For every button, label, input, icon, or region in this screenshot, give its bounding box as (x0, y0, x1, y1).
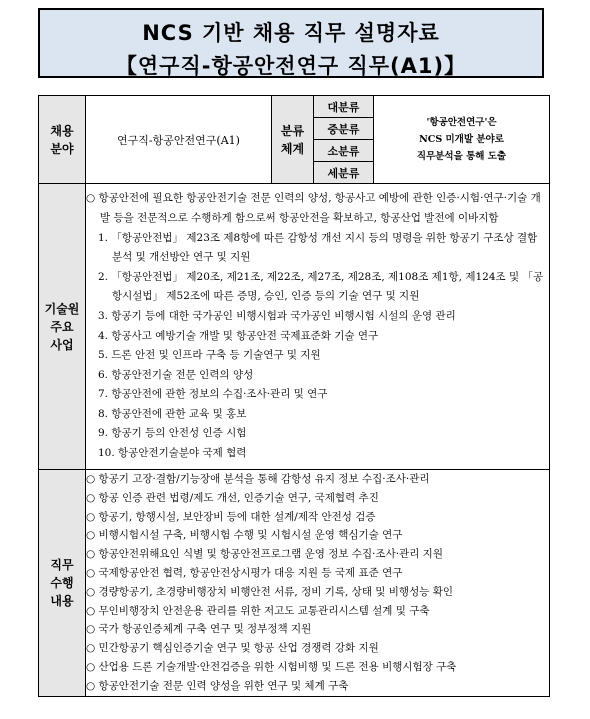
duty-item: ○ 항공기, 항행시설, 보안장비 등에 대한 설계/제작 안전성 검증 (86, 510, 376, 523)
classification-label-line1: 분류 (280, 123, 305, 138)
duties-label-line3: 내용 (50, 593, 74, 608)
job-description-table (38, 95, 550, 697)
field-label-cell (39, 96, 86, 184)
duty-item: ○ 항공안전위해요인 식별 및 항공안전프로그램 운영 정보 수집·조사·관리 지원 (86, 548, 443, 561)
business-item: 1. 「항공안전법」 제23조 제8항에 따른 감항성 개선 지시 등의 명령을 위한 항공기 구조상 결함 분석 및 개선방안 연구 및 지원 (98, 231, 538, 264)
business-content (86, 184, 550, 470)
classification-label-line2: 체계 (280, 141, 305, 156)
business-item: 7. 항공안전에 관한 정보의 수집·조사·관리 및 연구 (98, 388, 328, 401)
class-middle: 중분류 (314, 118, 374, 140)
note-line2: NCS 미개발 분야로 (419, 134, 504, 145)
classification-note (374, 96, 550, 184)
duty-item: ○ 산업용 드론 기술개발·안전검증을 위한 시험비행 및 드론 전용 비행시험장 구축 (86, 660, 457, 673)
duty-item: ○ 항공 인증 관련 법령/제도 개선, 인증기술 연구, 국제협력 추진 (86, 491, 379, 504)
duties-content (86, 470, 550, 697)
class-detail: 세분류 (314, 162, 374, 184)
document-title: NCS 기반 채용 직무 설명자료 (142, 21, 440, 45)
field-label-line2: 분야 (50, 141, 74, 156)
business-label-line2: 주요 (50, 319, 74, 334)
classification-label-cell (272, 96, 314, 184)
business-item: 2. 「항공안전법」 제20조, 제21조, 제22조, 제27조, 제28조, 제108조 제1항, 제124조 및 「공항시설법」 제52조에 따른 증명, 승인, 인증 등의 기술 연구 및 지원 (98, 270, 544, 303)
duty-item: ○ 항공안전기술 전문 인력 양성을 위한 연구 및 체계 구축 (86, 679, 349, 692)
business-item: 5. 드론 안전 및 인프라 구축 등 기술연구 및 지원 (98, 349, 321, 362)
note-line1: '항공안전연구'은 (426, 117, 497, 128)
duty-item: ○ 국가 항공인증체계 구축 연구 및 정부정책 지원 (86, 623, 312, 636)
business-label-line3: 사업 (50, 337, 74, 352)
business-item: 6. 항공안전기술 전문 인력의 양성 (98, 368, 254, 381)
duties-label-line2: 수행 (50, 575, 74, 590)
business-item: 10. 항공안전기술분야 국제 협력 (98, 447, 247, 460)
duty-item: ○ 민간항공기 핵심인증기술 연구 및 항공 산업 경쟁력 강화 지원 (86, 642, 379, 655)
business-item: 9. 항공기 등의 안전성 인증 시험 (98, 427, 247, 440)
class-major: 대분류 (314, 96, 374, 118)
duty-item: ○ 항공기 고장·결함/기능장애 분석을 통해 감항성 유지 정보 수집·조사·관리 (86, 473, 430, 485)
business-item: 4. 항공사고 예방기술 개발 및 항공안전 국제표준화 기술 연구 (98, 329, 379, 342)
class-minor: 소분류 (314, 140, 374, 162)
duty-item: ○ 국제항공안전 협력, 항공안전상시평가 대응 지원 등 국제 표준 연구 (86, 566, 403, 579)
duties-label-line1: 직무 (50, 557, 74, 572)
business-item: 3. 항공기 등에 대한 국가공인 비행시험과 국가공인 비행시험 시설의 운영 관리 (98, 309, 456, 322)
business-item: 8. 항공안전에 관한 교육 및 홍보 (98, 407, 247, 420)
job-name: 연구직-항공안전연구(A1) (86, 96, 272, 184)
document-subtitle: 【연구직-항공안전연구 직무(A1)】 (115, 54, 467, 78)
document-title-box (38, 8, 544, 78)
field-label-line1: 채용 (50, 123, 74, 138)
duty-item: ○ 무인비행장치 안전운용 관리를 위한 저고도 교통관리시스템 설계 및 구축 (86, 604, 430, 617)
business-intro: ○ 항공안전에 필요한 항공안전기술 전문 인력의 양성, 항공사고 예방에 관한 인증·시험·연구·기술 개발 등을 전문적으로 수행하게 함으로써 항공안전을 확보하고, 항공산업 발전에 이바지함 (86, 192, 541, 224)
duty-item: ○ 비행시험시설 구축, 비행시험 수행 및 시험시설 운영 핵심기술 연구 (86, 529, 403, 542)
business-label-cell (39, 184, 86, 470)
business-label-line1: 기술원 (44, 301, 80, 316)
duties-label-cell (39, 470, 86, 697)
note-line3: 직무분석을 통해 도출 (416, 151, 507, 162)
duty-item: ○ 경량항공기, 초경량비행장치 비행안전 서류, 정비 기록, 상태 및 비행성능 확인 (86, 585, 453, 598)
